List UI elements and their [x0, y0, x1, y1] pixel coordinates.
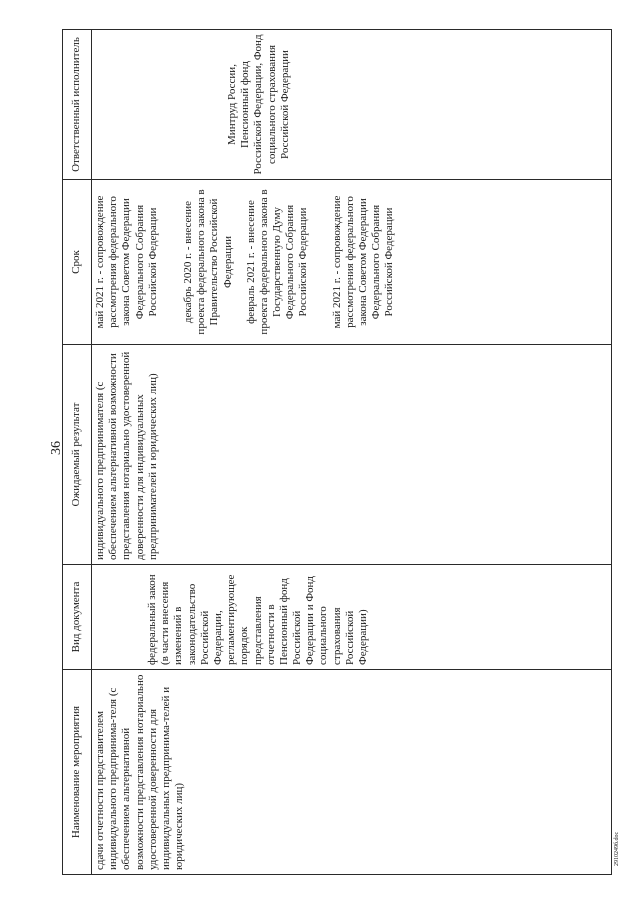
responsible-text: Минтруд России, Пенсионный фонд Российской Федерации, Фонд социального страхования Российской Федерации [226, 34, 291, 175]
header-measure-name: Наименование мероприятия [63, 670, 92, 875]
measures-table [62, 29, 612, 875]
table-header-row [63, 30, 92, 875]
term-december-2020: декабрь 2020 г. - внесение проекта федерального закона в Правительство Российской Федерации [181, 189, 234, 335]
rotated-page [62, 30, 612, 875]
term-cell [92, 180, 612, 345]
doc-type-text: федеральный закон (в части внесения изменений в законодательство Российской Федерации, регламентирующее порядок представления отчетности в Пенсионный фонд Российской Федерации и Фонд социального страхования Российской Федерации) [146, 574, 369, 665]
document-id: 2910249б.doc [614, 831, 620, 866]
header-term: Срок [63, 180, 92, 345]
expected-result-cell [92, 345, 612, 565]
term-may-2021-second: май 2021 г. - сопровождение рассмотрения федерального закона Советом Федерации Федерального Собрания Российской Федерации [330, 195, 396, 329]
header-doc-type: Вид документа [63, 565, 92, 670]
responsible-cell [92, 30, 612, 180]
measure-name-text: сдачи отчетности представителем индивидуального предпринима-теля (с обеспечением альтернативной возможности представления нотариально удостоверенной доверенности для индивидуальных предпринима-телей и юридических лиц) [94, 674, 186, 870]
measure-name-cell [92, 670, 612, 875]
expected-result-text: индивидуального предпринимателя (с обеспечением альтернативной возможности представления нотариально удостоверенной доверенности для индивидуальных предпринимателей и юридических лиц) [94, 351, 159, 560]
page-number: 36 [49, 441, 64, 455]
header-expected-result: Ожидаемый результат [63, 345, 92, 565]
table-row [92, 30, 612, 875]
doc-type-cell [92, 565, 612, 670]
term-may-2021-first: май 2021 г. - сопровождение рассмотрения федерального закона Советом Федерации Федерального Собрания Российской Федерации [94, 195, 159, 329]
term-february-2021: февраль 2021 г. - внесение проекта федерального закона в Государственную Думу Федерального Собрания Российской Федерации [244, 189, 310, 335]
header-responsible: Ответственный исполнитель [63, 30, 92, 180]
